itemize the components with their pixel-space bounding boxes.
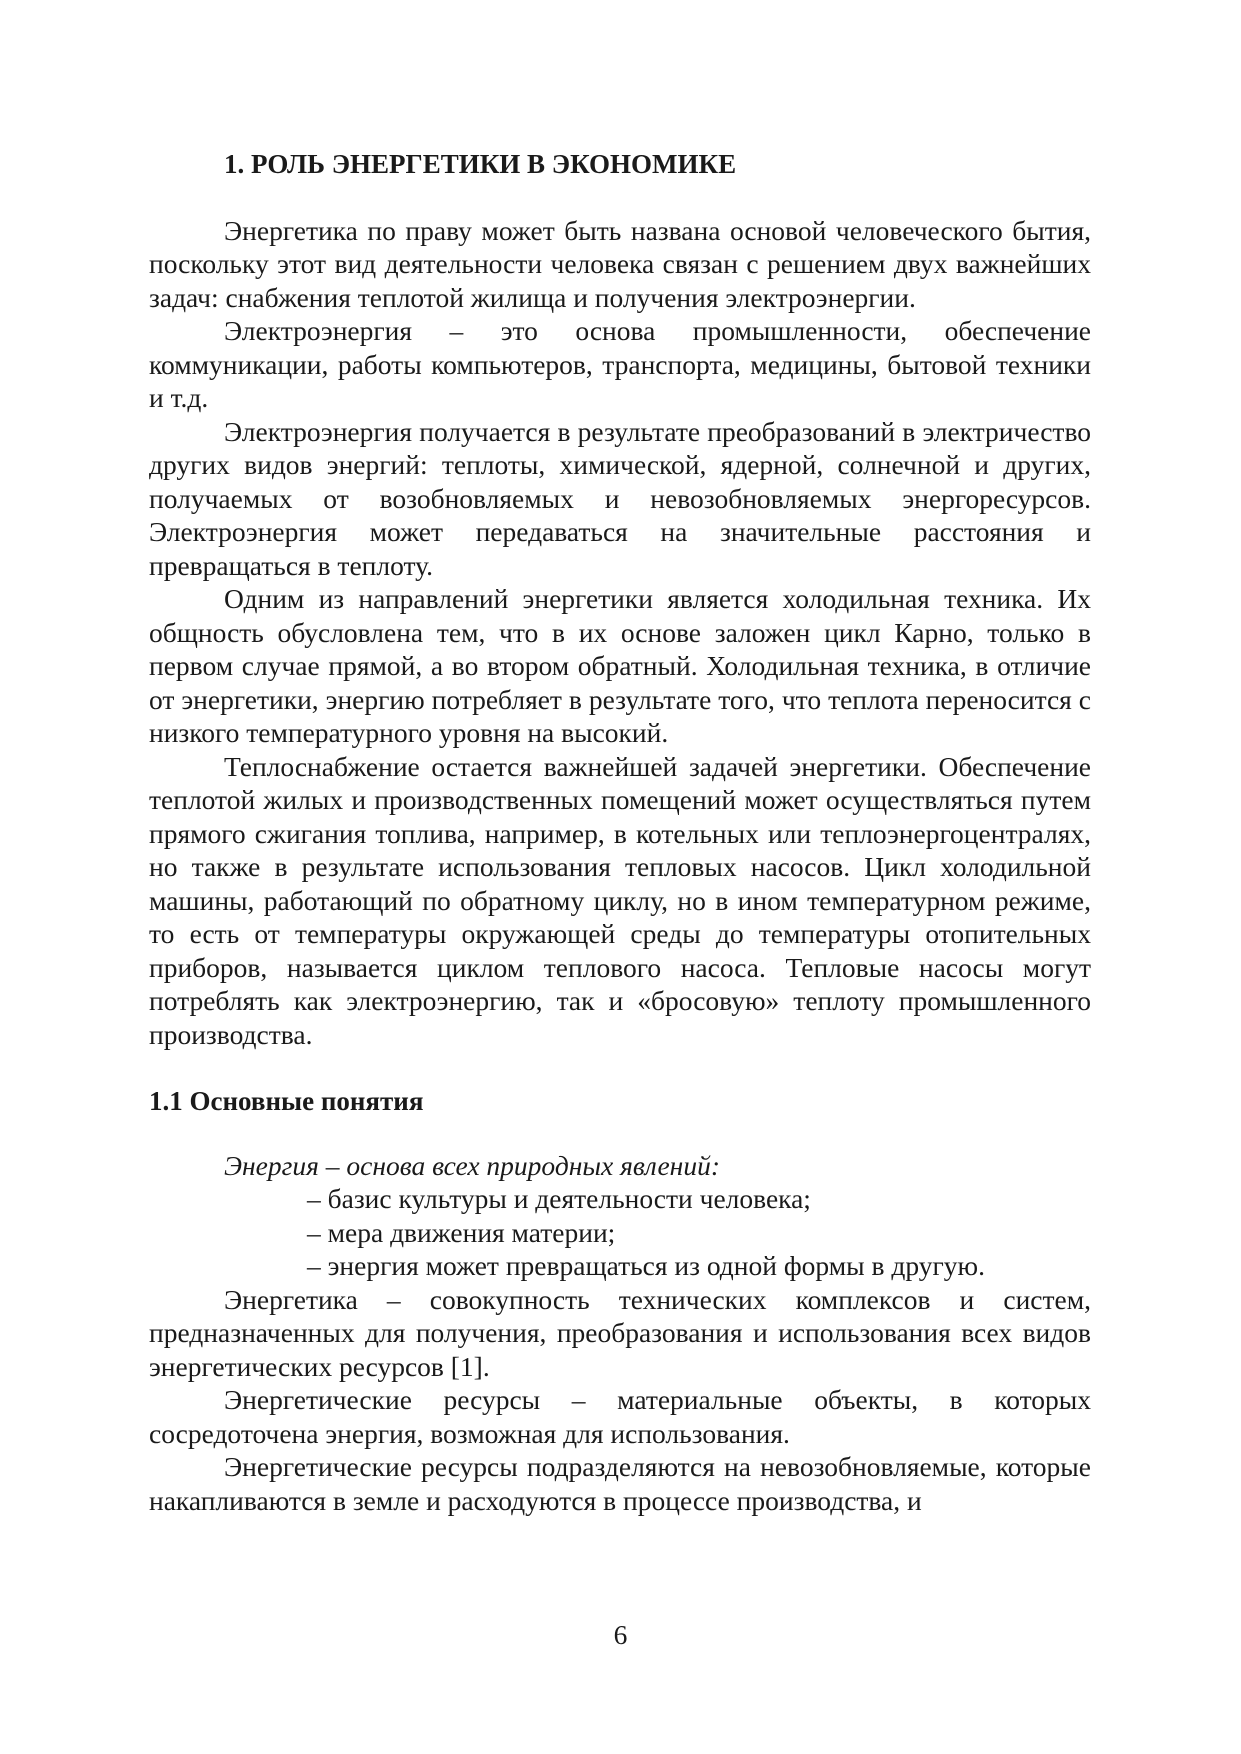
definition-energy: Энергия – основа всех природных явлений: [224, 1149, 720, 1181]
paragraph-energy-resources-types: Энергетические ресурсы подразделяются на невозобновляемые, которые накапливаются в земле и расходуются в процессе производства, и [149, 1451, 1091, 1516]
paragraph-energetics-definition: Энергетика – совокупность технических комплексов и систем, предназначенных для получения, преобразования и использования всех видов энергетических ресурсов [1]. [149, 1283, 1091, 1382]
paragraph-heat-supply: Теплоснабжение остается важнейшей задачей энергетики. Обеспечение теплотой жилых и производственных помещений может осуществляться путем прямого сжигания топлива, например, в котельных или теплоэнергоцентралях, но также в результате использования тепловых насосов. Цикл холодильной машины, работающий по обратному циклу, но в ином температурном режиме, то есть от температуры окружающей среды до температуры отопительных приборов, называется циклом теплового насоса. Тепловые насосы могут потреблять как электроэнергию, так и «бросовую» теплоту промышленного производства. [149, 750, 1091, 1050]
page-content [149, 148, 1091, 1517]
page-number: 6 [613, 1619, 628, 1650]
list-item: – мера движения материи; [307, 1216, 616, 1248]
definition-list [149, 1182, 1091, 1283]
list-item: – базис культуры и деятельности человека; [307, 1183, 811, 1214]
paragraph-refrigeration: Одним из направлений энергетики является холодильная техника. Их общность обусловлена тем, что в их основе заложен цикл Карно, только в первом случае прямой, а во втором обратный. Холодильная техника, в отличие от энергетики, энергию потребляет в результате того, что теплота переносится с низкого температурного уровня на высокий. [149, 583, 1091, 748]
paragraph-energy-resources-definition: Энергетические ресурсы – материальные объекты, в которых сосредоточена энергия, возможная для использования. [149, 1384, 1091, 1449]
section-title: 1.1 Основные понятия [149, 1086, 424, 1116]
paragraph-energy-basis: Энергетика по праву может быть названа основой человеческого бытия, поскольку этот вид деятельности человека связан с решением двух важнейших задач: снабжения теплотой жилища и получения электроэнергии. [149, 214, 1091, 313]
list-item: – энергия может превращаться из одной формы в другую. [307, 1250, 985, 1281]
paragraph-electricity-role: Электроэнергия – это основа промышленности, обеспечение коммуникации, работы компьютеров, транспорта, медицины, бытовой техники и т.д. [149, 315, 1091, 413]
chapter-title: 1. РОЛЬ ЭНЕРГЕТИКИ В ЭКОНОМИКЕ [224, 149, 737, 179]
paragraph-electricity-sources: Электроэнергия получается в результате преобразований в электричество других видов энергий: теплоты, химической, ядерной, солнечной и других, получаемых от возобновляемых и невозобновляемых энергоресурсов. Электроэнергия может передаваться на значительные расстояния и превращаться в теплоту. [149, 415, 1091, 581]
